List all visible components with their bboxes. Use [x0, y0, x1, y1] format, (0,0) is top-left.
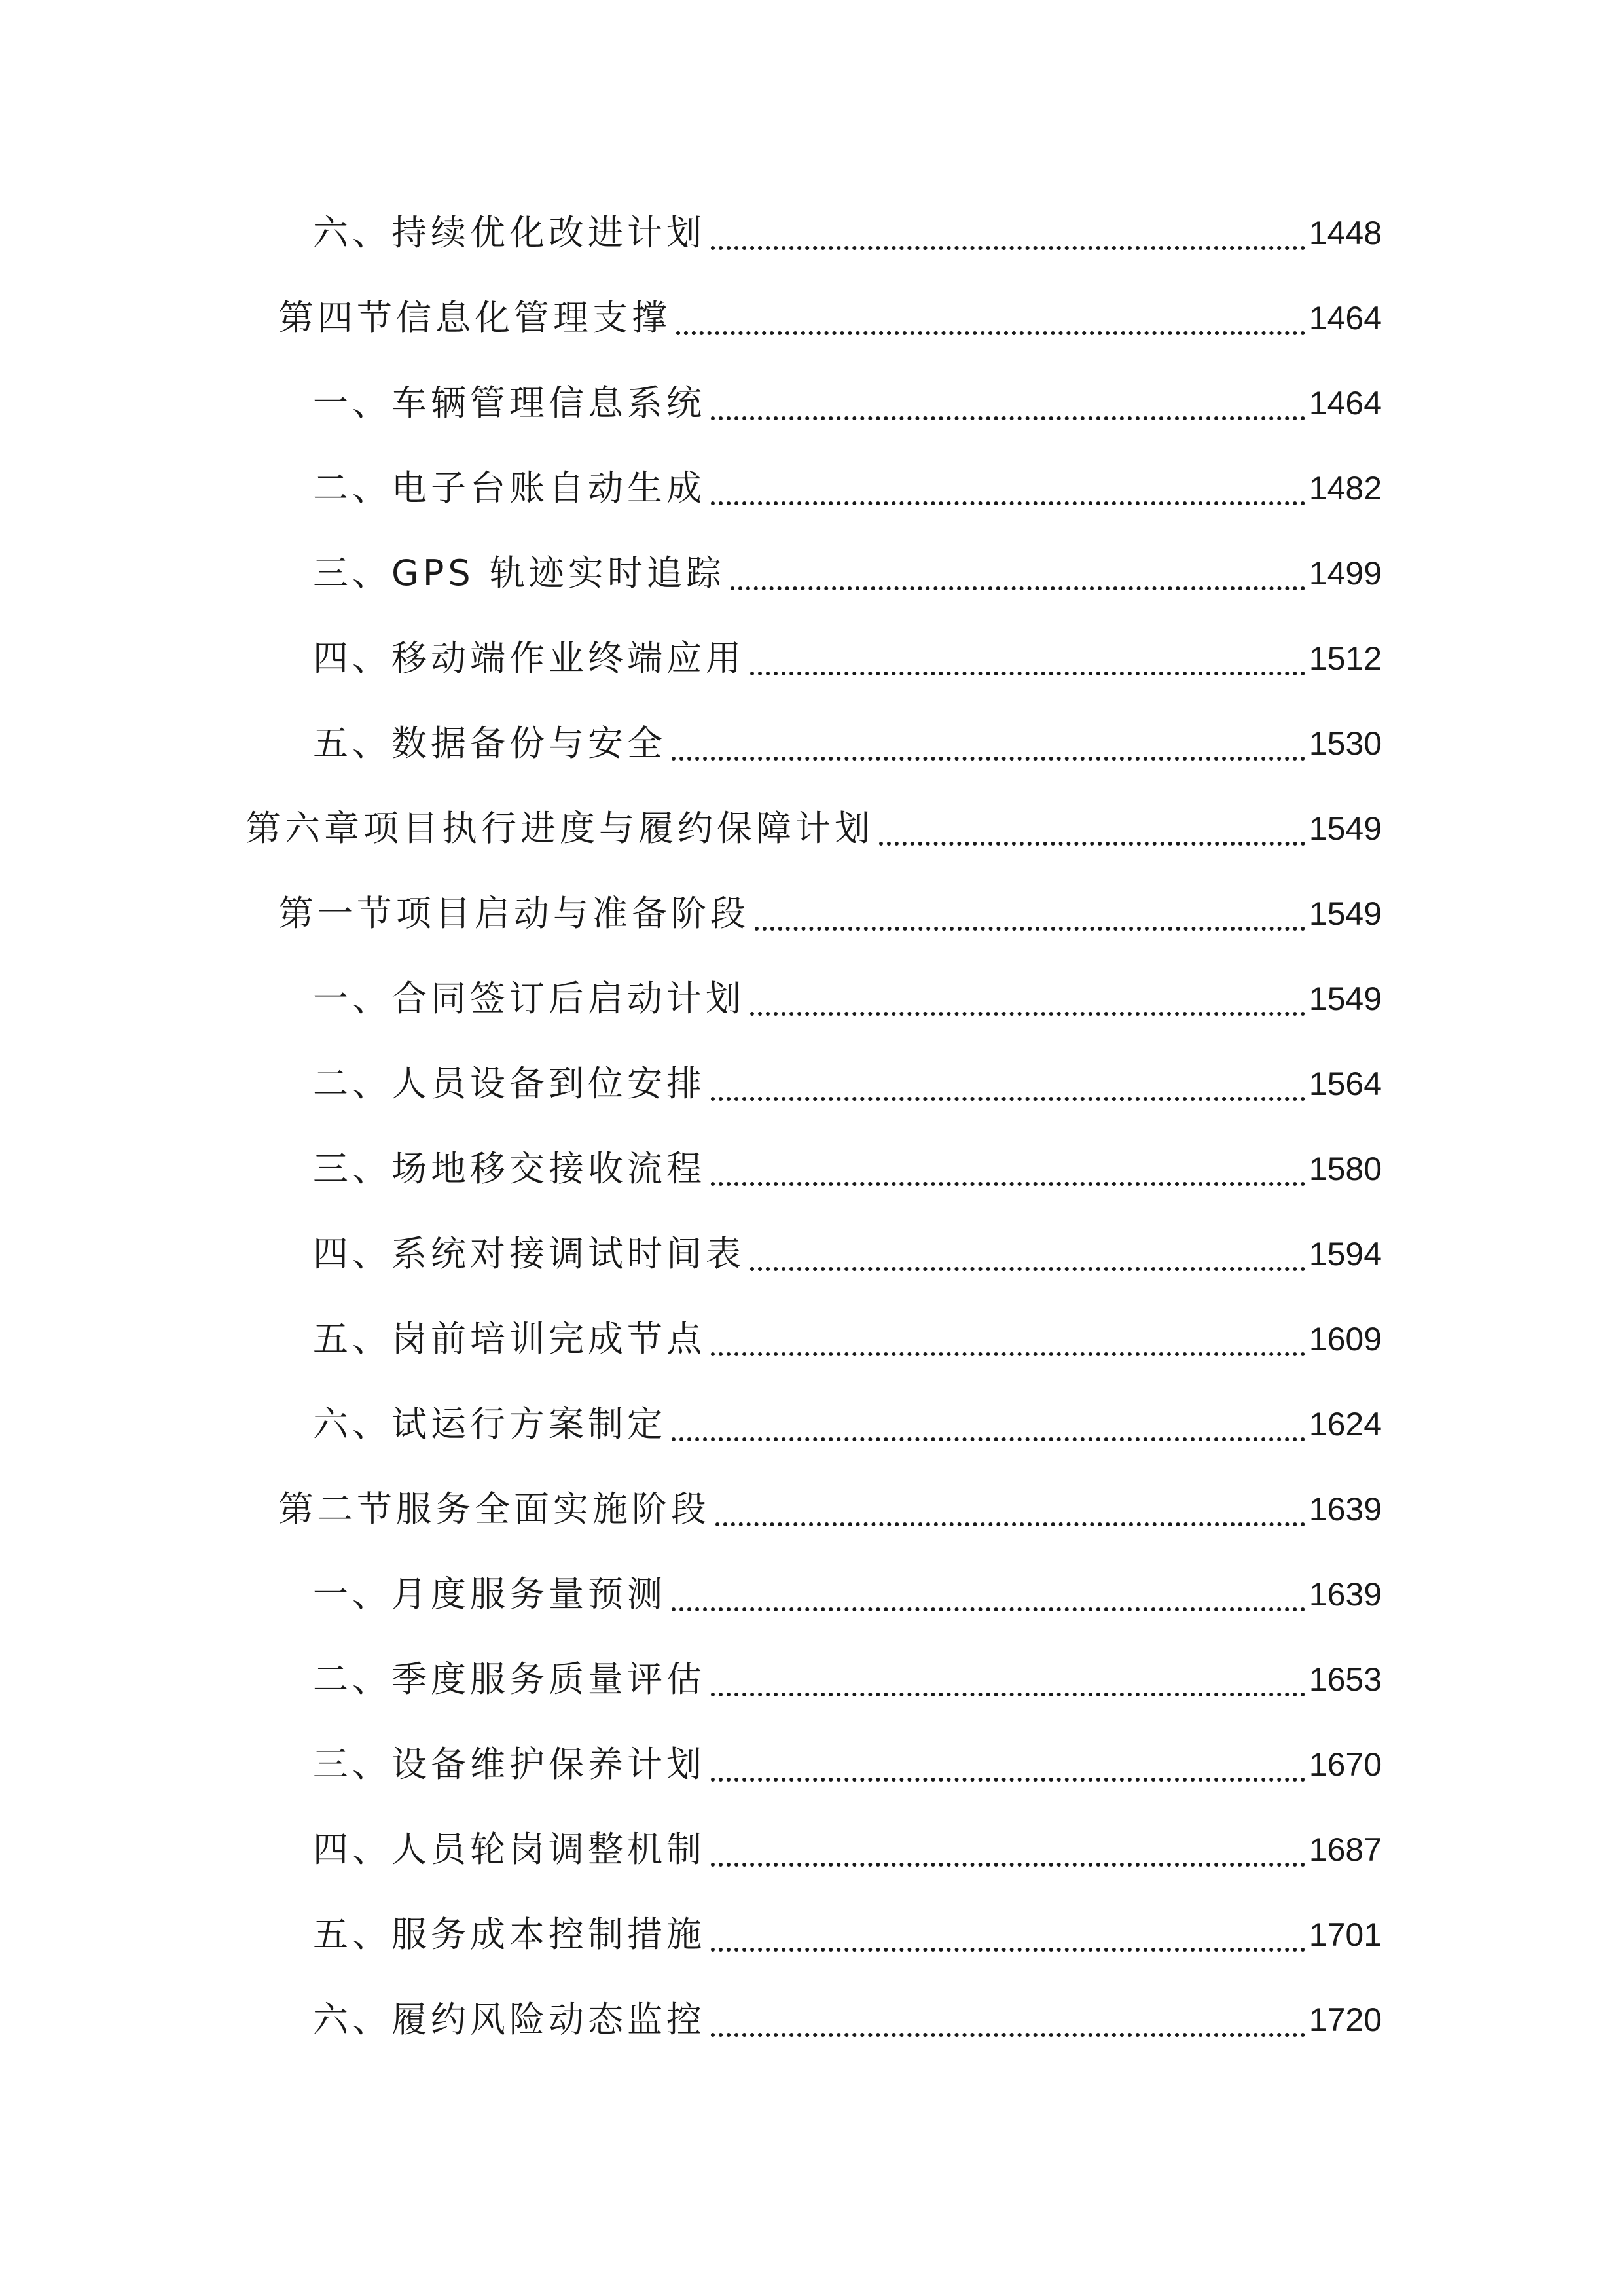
toc-entry[interactable] [313, 1306, 1382, 1372]
toc-dot-leader [750, 1012, 1305, 1016]
toc-entry[interactable] [313, 1051, 1382, 1117]
toc-entry-title: 二、季度服务质量评估 [313, 1659, 706, 1700]
toc-dot-leader [711, 2033, 1305, 2037]
toc-dot-leader [711, 1693, 1305, 1696]
toc-entry[interactable] [313, 1221, 1382, 1287]
toc-page-number: 1580 [1308, 1151, 1382, 1187]
toc-page-number: 1464 [1308, 300, 1382, 336]
toc-entry[interactable] [278, 881, 1382, 946]
toc-entry[interactable] [278, 1477, 1382, 1542]
toc-entry[interactable] [313, 1562, 1382, 1627]
toc-dot-leader [711, 246, 1305, 250]
toc-page-number: 1499 [1308, 555, 1382, 592]
toc-entry-title: 六、持续优化改进计划 [313, 212, 706, 253]
toc-entry-title: 五、数据备份与安全 [313, 723, 666, 764]
toc-page-number: 1639 [1308, 1576, 1382, 1613]
toc-entry-title: 四、系统对接调试时间表 [313, 1233, 745, 1274]
toc-dot-leader [711, 1948, 1305, 1952]
toc-entry-title: 第一节项目启动与准备阶段 [278, 893, 749, 934]
toc-dot-leader [750, 672, 1305, 675]
toc-entry[interactable] [313, 1732, 1382, 1797]
toc-page-number: 1482 [1308, 470, 1382, 507]
toc-entry[interactable] [313, 1987, 1382, 2053]
toc-page-number: 1530 [1308, 725, 1382, 762]
toc-entry-title: 一、合同签订后启动计划 [313, 978, 745, 1019]
toc-dot-leader [755, 927, 1305, 931]
toc-entry-title: 四、移动端作业终端应用 [313, 637, 745, 679]
toc-entry[interactable] [313, 456, 1382, 521]
toc-dot-leader [711, 501, 1305, 505]
toc-dot-leader [879, 842, 1305, 846]
toc-page-number: 1609 [1308, 1321, 1382, 1357]
toc-entry-title: 六、履约风险动态监控 [313, 1999, 706, 2040]
toc-page-number: 1594 [1308, 1236, 1382, 1272]
toc-entry-title: 一、月度服务量预测 [313, 1573, 666, 1615]
toc-entry-title: 五、服务成本控制措施 [313, 1914, 706, 1955]
toc-entry[interactable] [313, 1136, 1382, 1202]
toc-dot-leader [711, 1863, 1305, 1867]
toc-page-number: 1549 [1308, 810, 1382, 847]
toc-page-number: 1687 [1308, 1831, 1382, 1868]
toc-dot-leader [711, 1182, 1305, 1186]
toc-entry-title: 三、场地移交接收流程 [313, 1148, 706, 1189]
toc-entry-title: 一、车辆管理信息系统 [313, 382, 706, 423]
toc-dot-leader [672, 1607, 1305, 1611]
toc-entry[interactable] [313, 711, 1382, 776]
toc-entry[interactable] [313, 966, 1382, 1031]
toc-page-number: 1549 [1308, 895, 1382, 932]
toc-entry[interactable] [313, 200, 1382, 266]
toc-dot-leader [672, 757, 1305, 761]
toc-entry[interactable] [313, 1817, 1382, 1882]
toc-entry[interactable] [313, 1391, 1382, 1457]
toc-entry-title: 二、电子台账自动生成 [313, 467, 706, 509]
toc-page-number: 1549 [1308, 980, 1382, 1017]
toc-entry[interactable] [245, 796, 1382, 861]
toc-dot-leader [715, 1522, 1305, 1526]
toc-entry[interactable] [313, 626, 1382, 691]
toc-page-number: 1512 [1308, 640, 1382, 677]
toc-entry-title: 第四节信息化管理支撑 [278, 297, 671, 338]
toc-page-number: 1639 [1308, 1491, 1382, 1528]
toc-entry[interactable] [313, 1902, 1382, 1967]
toc-entry-title: 六、试运行方案制定 [313, 1403, 666, 1444]
toc-page-number: 1464 [1308, 385, 1382, 422]
toc-entry[interactable] [313, 1647, 1382, 1712]
toc-page-number: 1720 [1308, 2001, 1382, 2038]
toc-dot-leader [750, 1267, 1305, 1271]
toc-page-number: 1701 [1308, 1916, 1382, 1953]
toc-entry-title: 五、岗前培训完成节点 [313, 1318, 706, 1359]
toc-entry-title: 第二节服务全面实施阶段 [278, 1488, 710, 1530]
toc-entry-title: 三、GPS 轨迹实时追踪 [313, 552, 725, 594]
toc-page-number: 1670 [1308, 1746, 1382, 1783]
toc-entry[interactable] [313, 541, 1382, 606]
toc-dot-leader [711, 1778, 1305, 1782]
toc-dot-leader [711, 416, 1305, 420]
toc-page-number: 1564 [1308, 1066, 1382, 1102]
toc-dot-leader [711, 1352, 1305, 1356]
toc-entry[interactable] [313, 370, 1382, 436]
toc-dot-leader [672, 1437, 1305, 1441]
toc-entry[interactable] [278, 285, 1382, 351]
toc-dot-leader [676, 331, 1305, 335]
toc-entry-title: 二、人员设备到位安排 [313, 1063, 706, 1104]
toc-page-number: 1448 [1308, 215, 1382, 251]
toc-entry-title: 第六章项目执行进度与履约保障计划 [245, 808, 874, 849]
toc-dot-leader [711, 1097, 1305, 1101]
toc-page-number: 1653 [1308, 1661, 1382, 1698]
toc-entry-title: 三、设备维护保养计划 [313, 1744, 706, 1785]
toc-page-number: 1624 [1308, 1406, 1382, 1443]
toc-entry-title: 四、人员轮岗调整机制 [313, 1829, 706, 1870]
toc-dot-leader [731, 586, 1305, 590]
